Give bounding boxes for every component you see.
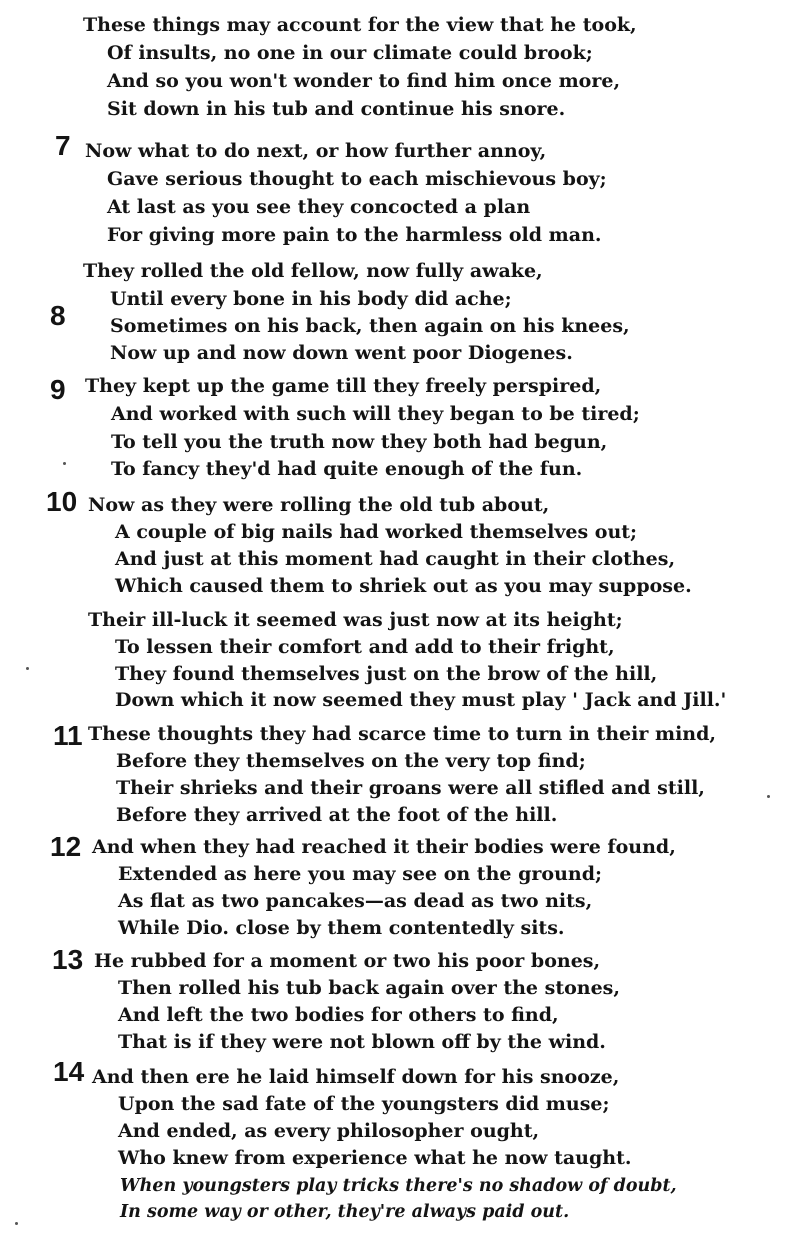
verse-line: Of insults, no one in our climate could brook; — [107, 42, 593, 64]
scan-speck — [767, 795, 770, 798]
verse-line: These thoughts they had scarce time to turn in their mind, — [88, 723, 717, 745]
moral-line: When youngsters play tricks there's no shadow of doubt, — [120, 1176, 677, 1196]
verse-line: While Dio. close by them contentedly sits. — [118, 917, 565, 939]
verse-line: They found themselves just on the brow of the hill, — [115, 663, 658, 685]
verse-line: For giving more pain to the harmless old man. — [107, 224, 602, 246]
verse-line: Now what to do next, or how further annoy, — [85, 140, 547, 162]
stanza-number: 9 — [50, 374, 66, 405]
stanza-number: 8 — [50, 300, 66, 331]
verse-line: These things may account for the view that he took, — [83, 14, 637, 36]
verse-line: To fancy they'd had quite enough of the fun. — [111, 458, 583, 480]
verse-line: As flat as two pancakes—as dead as two nits, — [118, 890, 593, 912]
verse-line: Then rolled his tub back again over the stones, — [118, 977, 620, 999]
verse-line: And when they had reached it their bodies were found, — [92, 836, 676, 858]
verse-line: They rolled the old fellow, now fully awake, — [83, 260, 543, 282]
verse-line: Before they arrived at the foot of the hill. — [116, 804, 558, 826]
verse-line: Sit down in his tub and continue his snore. — [107, 98, 566, 120]
verse-line: Now up and now down went poor Diogenes. — [110, 342, 573, 364]
scan-speck — [15, 1222, 18, 1225]
verse-line: Their shrieks and their groans were all stifled and still, — [116, 777, 705, 799]
verse-line: He rubbed for a moment or two his poor bones, — [94, 950, 601, 972]
verse-line: And ended, as every philosopher ought, — [118, 1120, 540, 1142]
verse-line: Who knew from experience what he now taught. — [118, 1147, 632, 1169]
verse-line: To lessen their comfort and add to their fright, — [115, 636, 615, 658]
verse-line: Until every bone in his body did ache; — [110, 288, 512, 310]
verse-line: And then ere he laid himself down for his snooze, — [92, 1066, 620, 1088]
stanza-number: 12 — [50, 831, 82, 862]
verse-line: And just at this moment had caught in their clothes, — [115, 548, 676, 570]
stanza-number: 13 — [52, 944, 84, 975]
stanza-number: 14 — [53, 1056, 85, 1087]
verse-line: A couple of big nails had worked themselves out; — [115, 521, 638, 543]
verse-line: Extended as here you may see on the ground; — [118, 863, 602, 885]
verse-line: At last as you see they concocted a plan — [107, 196, 531, 218]
stanza-number: 7 — [55, 130, 71, 161]
stanza-number: 10 — [46, 486, 78, 517]
verse-line: Their ill-luck it seemed was just now at its height; — [88, 609, 623, 631]
verse-line: That is if they were not blown off by the wind. — [118, 1031, 606, 1053]
verse-line: Now as they were rolling the old tub about, — [88, 494, 550, 516]
verse-line: And left the two bodies for others to find, — [118, 1004, 559, 1026]
verse-line: Down which it now seemed they must play ' Jack and Jill.' — [115, 689, 727, 711]
scan-speck — [63, 462, 66, 465]
verse-line: Before they themselves on the very top find; — [116, 750, 586, 772]
moral-line: In some way or other, they're always paid out. — [120, 1202, 570, 1222]
verse-line: Upon the sad fate of the youngsters did muse; — [118, 1093, 610, 1115]
scan-speck — [26, 667, 29, 670]
stanza-number: 11 — [53, 720, 83, 751]
verse-line: Which caused them to shriek out as you may suppose. — [115, 575, 692, 597]
verse-line: Gave serious thought to each mischievous boy; — [107, 168, 607, 190]
verse-line: And worked with such will they began to be tired; — [111, 403, 640, 425]
verse-line: And so you won't wonder to find him once more, — [107, 70, 621, 92]
verse-line: To tell you the truth now they both had begun, — [111, 431, 608, 453]
verse-line: They kept up the game till they freely perspired, — [85, 375, 602, 397]
verse-line: Sometimes on his back, then again on his knees, — [110, 315, 630, 337]
